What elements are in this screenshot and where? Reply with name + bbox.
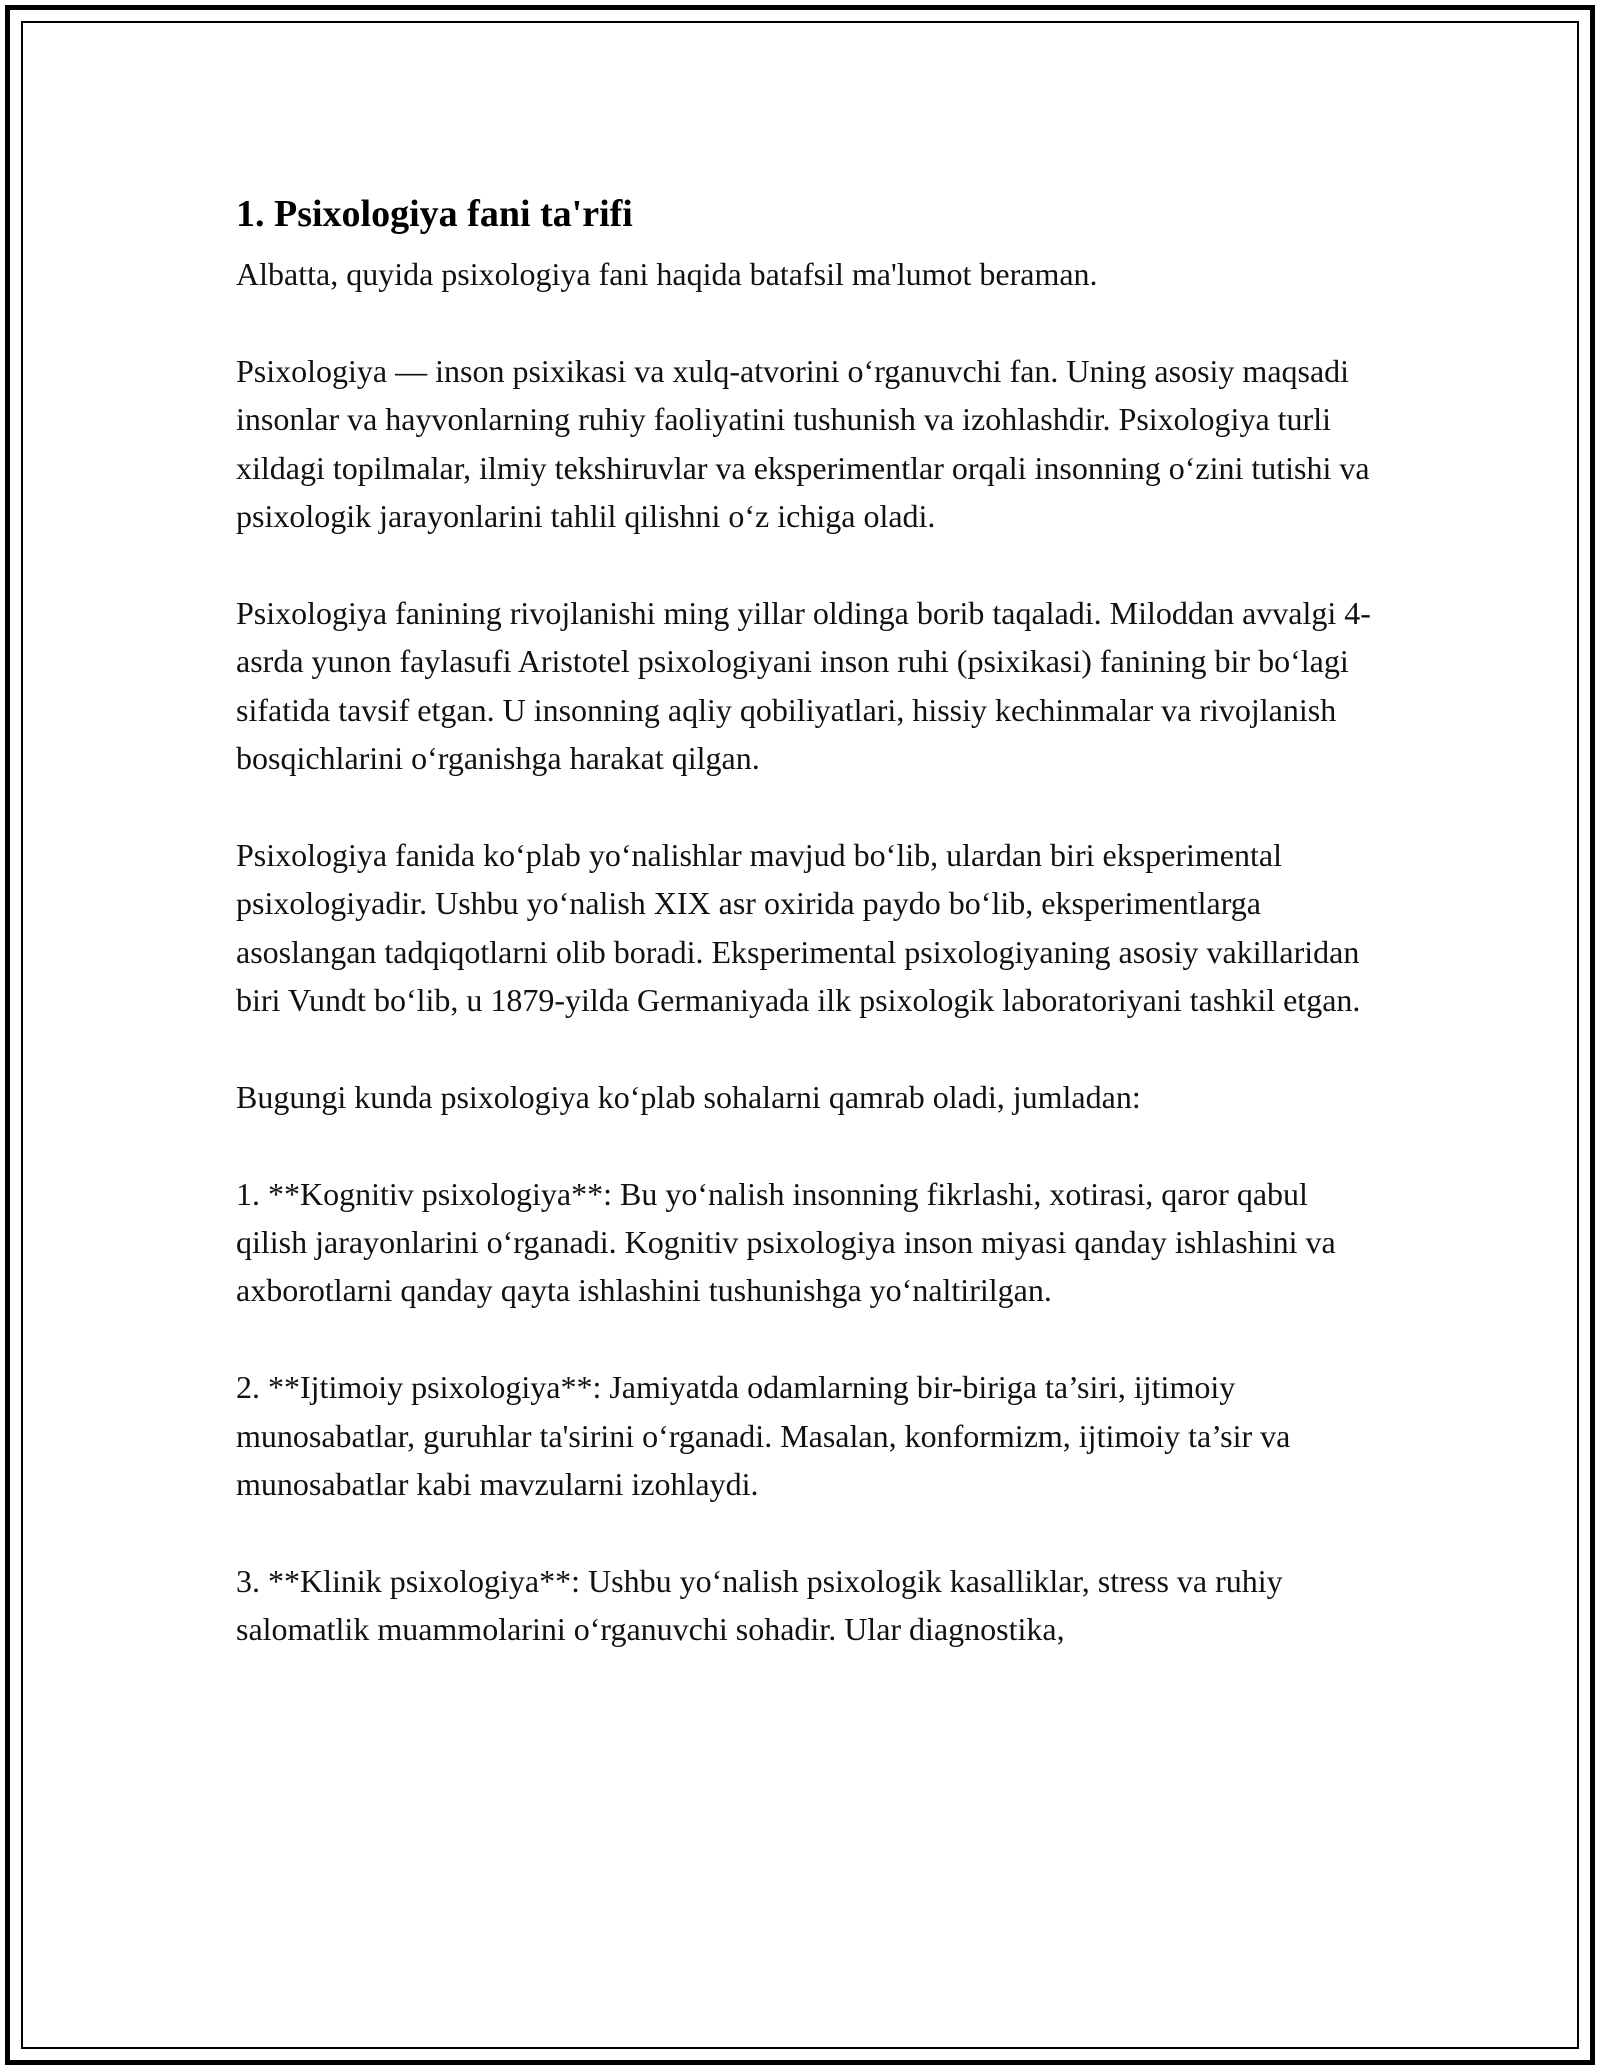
list-item-clinical: 3. **Klinik psixologiya**: Ushbu yo‘nalish psixologik kasalliklar, stress va ruhiy salomatlik muammolarini o‘rganuvchi sohadir. Ular diagnostika, bbox=[236, 1562, 1283, 1648]
list-item-cognitive: 1. **Kognitiv psixologiya**: Bu yo‘nalish insonning fikrlashi, xotirasi, qaror qabul qilish jarayonlarini o‘rganadi. Kognitiv psixologiya inson miyasi qanday ishlashini va axborotlarni qanday qayta ishlashini tushunishga yo‘naltirilgan. bbox=[236, 1175, 1336, 1309]
list-item-social: 2. **Ijtimoiy psixologiya**: Jamiyatda odamlarning bir-biriga ta’siri, ijtimoiy munosabatlar, guruhlar ta'sirini o‘rganadi. Masalan, konformizm, ijtimoiy ta’sir va munosabatlar kabi mavzularni izohlaydi. bbox=[236, 1369, 1291, 1503]
paragraph-fields-intro: Bugungi kunda psixologiya ko‘plab sohalarni qamrab oladi, jumladan: bbox=[236, 1078, 1141, 1115]
document-title: 1. Psixologiya fani ta'rifi bbox=[236, 193, 633, 235]
paragraph-intro: Albatta, quyida psixologiya fani haqida batafsil ma'lumot beraman. bbox=[236, 256, 1098, 292]
paragraph-experimental: Psixologiya fanida ko‘plab yo‘nalishlar mavjud bo‘lib, ulardan biri eksperimental psixologiyadir. Ushbu yo‘nalish XIX asr oxirida paydo bo‘lib, eksperimentlarga asoslangan tadqiqotlarni olib boradi. Eksperimental psixologiyaning asosiy vakillaridan biri Vundt bo‘lib, u 1879-yilda Germaniyada ilk psixologik laboratoriyani tashkil etgan. bbox=[236, 836, 1361, 1019]
paragraph-history: Psixologiya fanining rivojlanishi ming yillar oldinga borib taqaladi. Miloddan avvalgi 4-asrda yunon faylasufi Aristotel psixologiyani inson ruhi (psixikasi) fanining bir bo‘lagi sifatida tavsif etgan. U insonning aqliy qobiliyatlari, hissiy kechinmalar va rivojlanish bosqichlarini o‘rganishga harakat qilgan. bbox=[236, 594, 1371, 777]
paragraph-definition: Psixologiya — inson psixikasi va xulq-atvorini o‘rganuvchi fan. Uning asosiy maqsadi insonlar va hayvonlarning ruhiy faoliyatini tushunish va izohlashdir. Psixologiya turli xildagi topilmalar, ilmiy tekshiruvlar va eksperimentlar orqali insonning o‘zini tutishi va psixologik jarayonlarini tahlil qilishni o‘z ichiga oladi. bbox=[236, 352, 1370, 535]
document-body bbox=[236, 188, 1386, 1702]
